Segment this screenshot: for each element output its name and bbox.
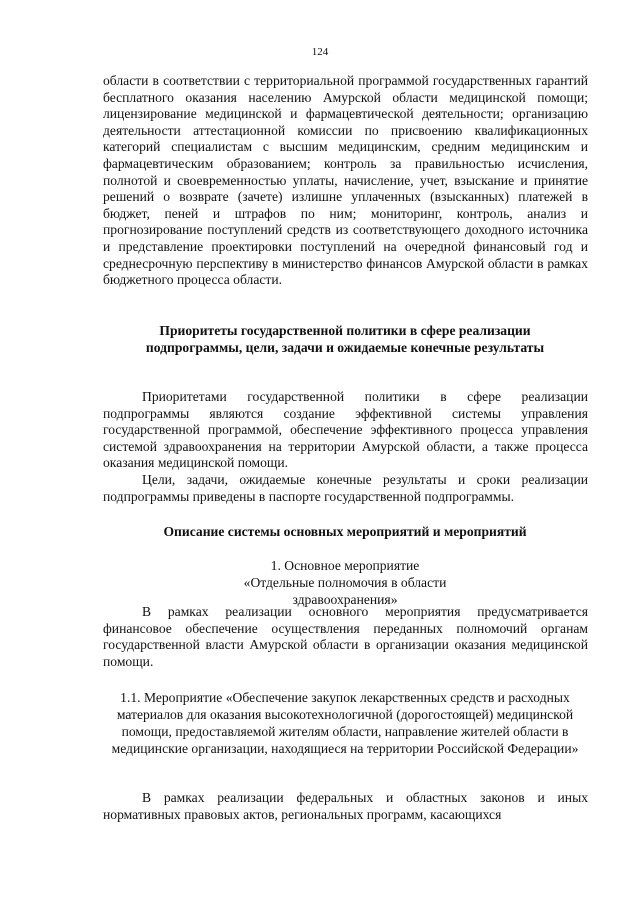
priorities-heading: Приоритеты государственной политики в сфере реализации подпрограммы, цели, задачи и ожидаемые конечные результаты <box>145 323 545 355</box>
measure-1-1-title: 1.1. Мероприятие «Обеспечение закупок лекарственных средств и расходных материалов для оказания высокотехнологичной (дорогостоящей) медицинской помощи, предоставляемой жителям области, направление жителей области в медицинские организации, находящиеся на территории Российской Федерации» <box>111 690 579 756</box>
priorities-paragraph-2: Цели, задачи, ожидаемые конечные результаты и сроки реализации подпрограммы приведены в паспорте государственной подпрограммы. <box>103 472 588 504</box>
page-number: 124 <box>311 46 329 58</box>
measure-1-1-paragraph: В рамках реализации федеральных и областных законов и иных нормативных правовых актов, региональных программ, касающихся <box>103 790 588 822</box>
priorities-paragraph-1: Приоритетами государственной политики в сфере реализации подпрограммы являются создание эффективной системы управления государственной программой, обеспечение эффективного процесса управления системой здравоохранения на территории Амурской области, а также процесса оказания медицинской помощи. <box>103 389 588 471</box>
main-measure-1-title: 1. Основное мероприятие «Отдельные полномочия в области здравоохранения» <box>243 558 447 607</box>
main-measure-1-paragraph: В рамках реализации основного мероприятия предусматривается финансовое обеспечение осуществления переданных полномочий органам государственной власти Амурской области в организации оказания медицинской помощи. <box>103 604 588 669</box>
intro-paragraph: области в соответствии с территориальной программой государственных гарантий бесплатного оказания населению Амурской области медицинской помощи; лицензирование медицинской и фармацевтической деятельности; организацию деятельности аттестационной комиссии по присвоению квалификационных категорий специалистам с высшим медицинским, средним медицинским и фармацевтическим образованием; контроль за правильностью исчисления, полнотой и своевременностью уплаты, начисление, учет, взыскание и принятие решений о возврате (зачете) излишне уплаченных (взысканных) платежей в бюджет, пеней и штрафов по ним; мониторинг, контроль, анализ и прогнозирование поступлений средств из соответствующего доходного источника и представление проектировки поступлений на очередной финансовый год и среднесрочную перспективу в министерство финансов Амурской области в рамках бюджетного процесса области. <box>103 73 588 288</box>
description-heading: Описание системы основных мероприятий и мероприятий <box>163 524 527 539</box>
